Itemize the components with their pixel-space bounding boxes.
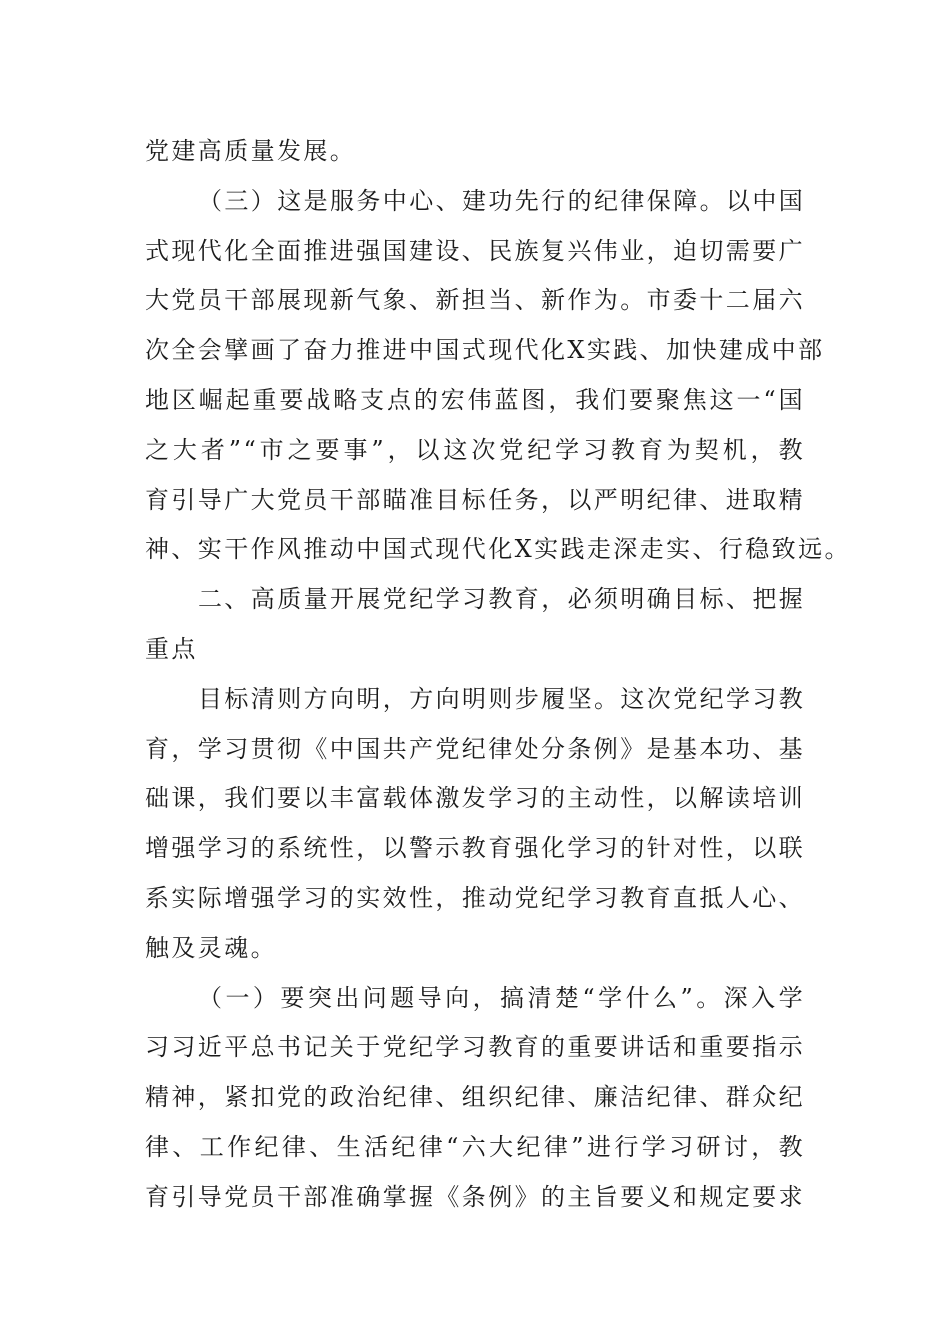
- text-line: 础课，我们要以丰富载体激发学习的主动性，以解读培训: [145, 784, 805, 813]
- text-line: 精神，紧扣党的政治纪律、组织纪律、廉洁纪律、群众纪: [145, 1083, 805, 1112]
- text-line: 育，学习贯彻《中国共产党纪律处分条例》是基本功、基: [145, 734, 805, 763]
- text-line: 系实际增强学习的实效性，推动党纪学习教育直抵人心、: [145, 883, 805, 912]
- text-line: 习习近平总书记关于党纪学习教育的重要讲话和重要指示: [145, 1033, 805, 1062]
- text-line: 大党员干部展现新气象、新担当、新作为。市委十二届六: [145, 286, 805, 315]
- text-line: 育引导党员干部准确掌握《条例》的主旨要义和规定要求: [145, 1182, 805, 1211]
- paragraph-section-three: [145, 177, 851, 575]
- text-line: 之大者”“市之要事”，以这次党纪学习教育为契机，教: [145, 435, 805, 464]
- paragraph-continuation: [145, 127, 805, 177]
- text-line: 增强学习的系统性，以警示教育强化学习的针对性，以联: [145, 834, 805, 863]
- text-line: 神、实干作风推动中国式现代化X实践走深走实、行稳致远。: [145, 535, 851, 564]
- heading-line: 重点: [145, 634, 198, 663]
- text-line: 目标清则方向明，方向明则步履坚。这次党纪学习教: [198, 684, 806, 713]
- text-line: 式现代化全面推进强国建设、民族复兴伟业，迫切需要广: [145, 236, 805, 265]
- text-line: 育引导广大党员干部瞄准目标任务，以严明纪律、进取精: [145, 485, 805, 514]
- text-line: 次全会擘画了奋力推进中国式现代化X实践、加快建成中部: [145, 336, 825, 365]
- text-line: 地区崛起重要战略支点的宏伟蓝图，我们要聚焦这一“国: [145, 385, 805, 414]
- text-line: （一）要突出问题导向，搞清楚“学什么”。深入学: [198, 983, 805, 1012]
- text-line: 律、工作纪律、生活纪律“六大纪律”进行学习研讨，教: [145, 1132, 805, 1161]
- text-line: 触及灵魂。: [145, 933, 277, 962]
- section-heading-two: [145, 575, 805, 675]
- paragraph-goals: [145, 675, 805, 974]
- text-line: 党建高质量发展。: [145, 137, 357, 165]
- text-line: （三）这是服务中心、建功先行的纪律保障。以中国: [198, 186, 806, 215]
- paragraph-section-one: [145, 974, 805, 1223]
- heading-line: 二、高质量开展党纪学习教育，必须明确目标、把握: [198, 585, 806, 614]
- document-page: [145, 127, 851, 1223]
